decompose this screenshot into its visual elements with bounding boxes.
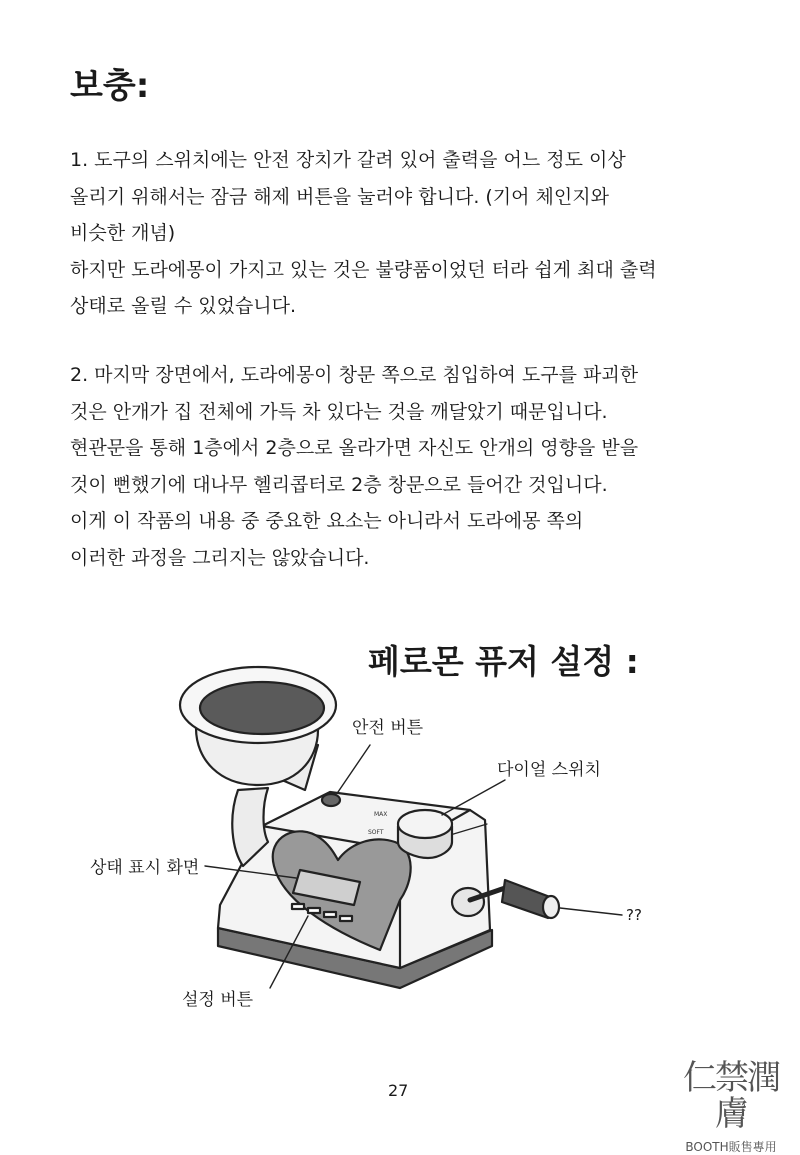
paragraph-line: 하지만 도라에몽이 가지고 있는 것은 불량품이었던 터라 쉽게 최대 출력 [70,258,657,281]
status-display-label: 상태 표시 화면 [90,858,200,878]
dial-soft-mark: SOFT [368,829,384,836]
stamp-logo: 仁禁潤膚 [683,1058,779,1134]
safety-button-label: 안전 버튼 [352,718,424,738]
paragraph-line: 이게 이 작품의 내용 중 중요한 요소는 아니라서 도라에몽 쪽의 [70,510,584,532]
paragraph-line: 상태로 올릴 수 있었습니다. [70,295,297,317]
dial-max-mark: MAX [374,811,388,818]
booth-stamp [676,1060,786,1155]
paragraph-line: 것이 뻔했기에 대나무 헬리콥터로 2층 창문으로 들어간 것입니다. [70,473,608,496]
dial-knob [398,810,452,858]
diagram-title: 페로몬 퓨저 설정 : [368,642,639,681]
page-heading: 보충: [70,66,150,106]
setting-button-label: 설정 버튼 [182,990,254,1010]
paragraph-line: 현관문을 통해 1층에서 2층으로 올라가면 자신도 안개의 영향을 받을 [70,437,639,459]
dial-switch-label: 다이얼 스위치 [497,760,601,780]
paragraph-line: 것은 안개가 집 전체에 가득 차 있다는 것을 깨달았기 때문입니다. [70,400,608,423]
paragraph-line: 2. 마지막 장면에서, 도라에몽이 창문 쪽으로 침입하여 도구를 파괴한 [70,364,639,386]
paragraph-line: 비슷한 개념) [70,222,176,244]
stamp-text: BOOTH販售專用 [685,1140,777,1154]
paragraph-line: 올리기 위해서는 잠금 해제 버튼을 눌러야 합니다. (기어 체인지와 [70,185,609,208]
safety-button-drawing [322,794,340,806]
paragraph-line: 1. 도구의 스위치에는 안전 장치가 갈려 있어 출력을 어느 정도 이상 [70,149,626,171]
page-number: 27 [388,1081,409,1100]
paragraph-line: 이러한 과정을 그리지는 않았습니다. [70,546,370,569]
unknown-part-label: ?? [626,906,642,924]
